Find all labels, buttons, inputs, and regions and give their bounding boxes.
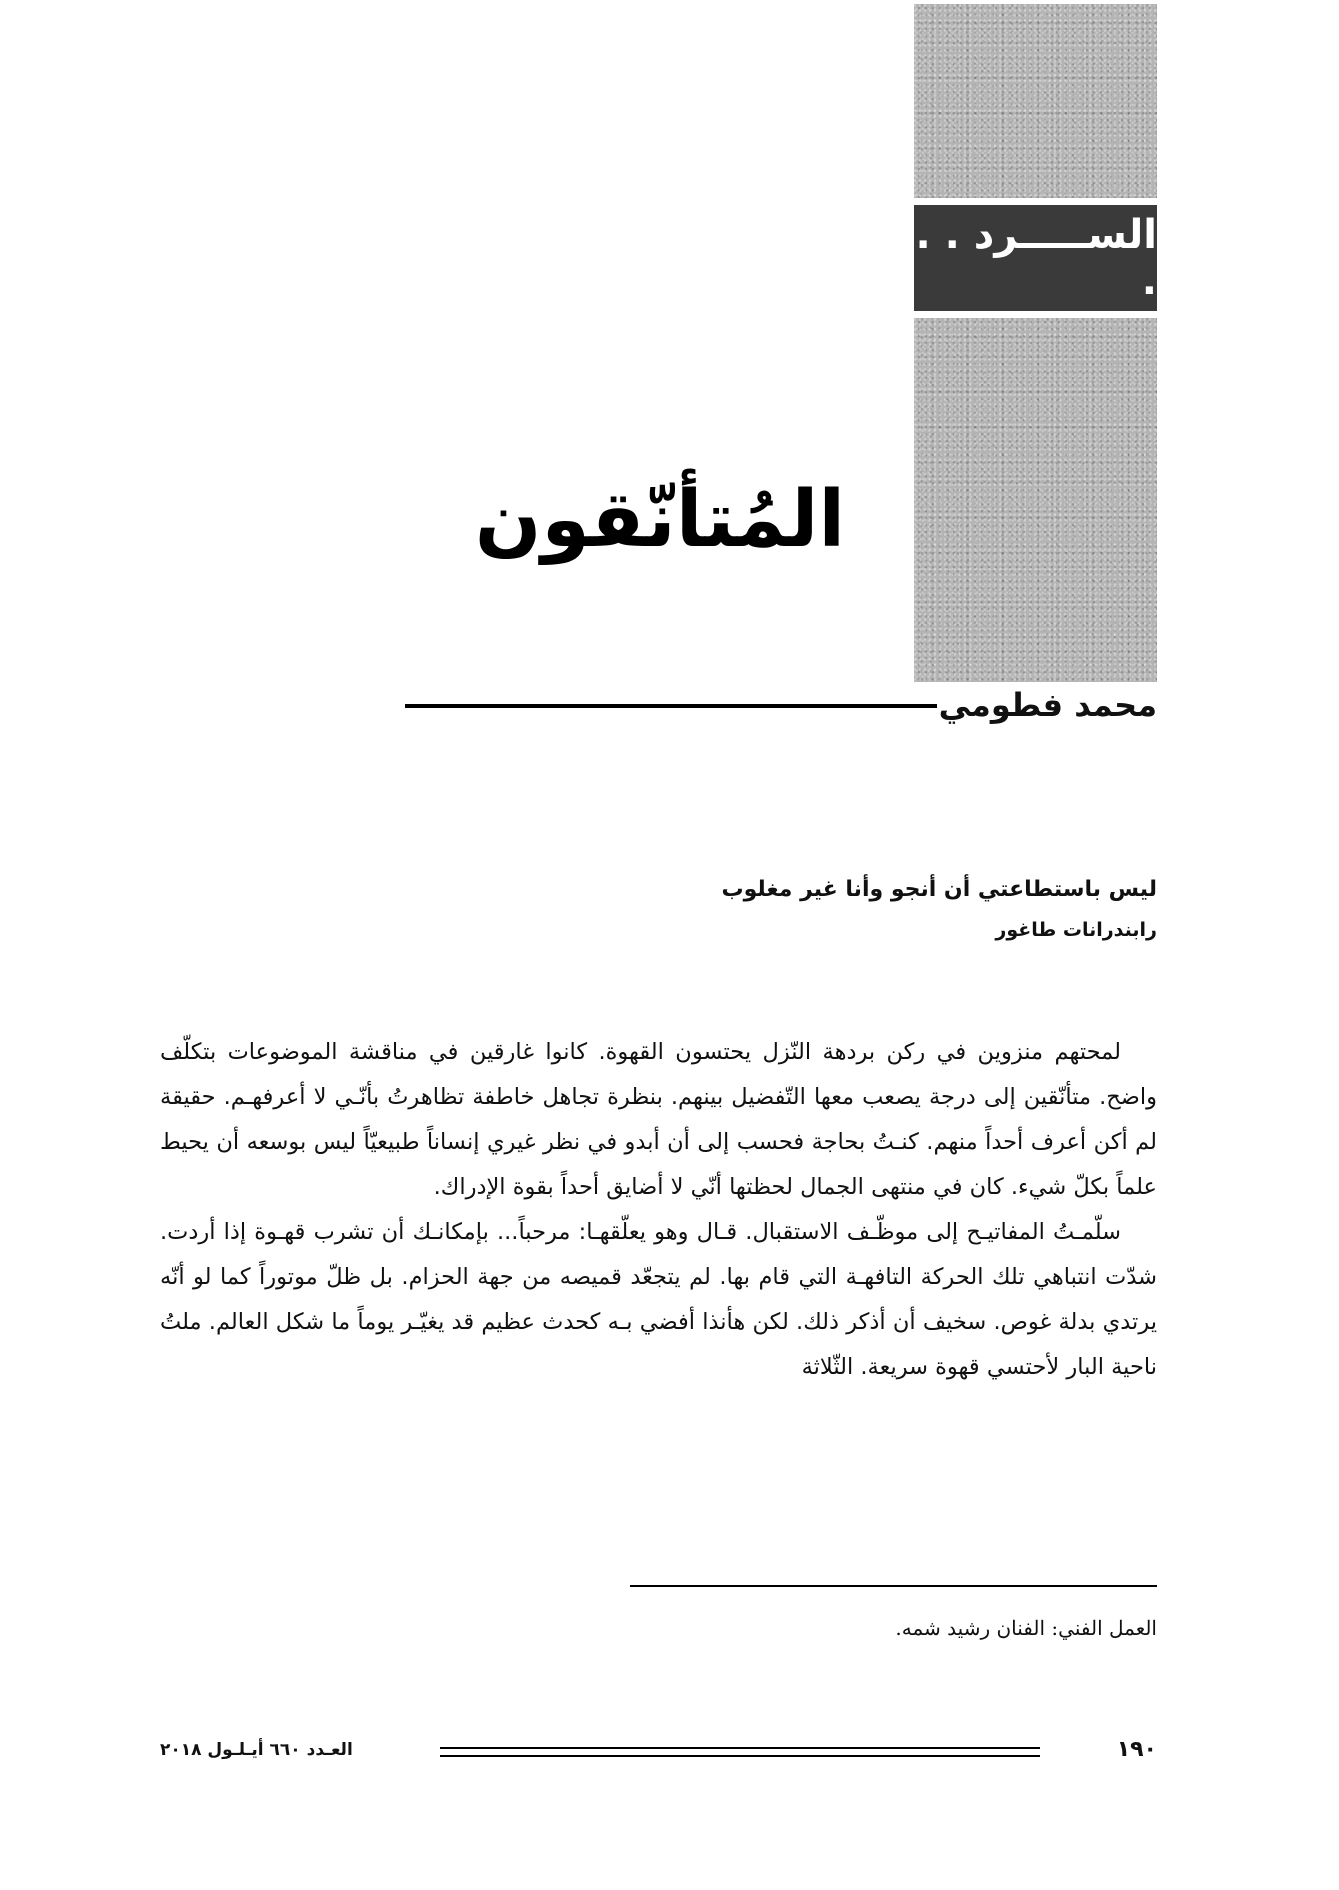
footer-divider — [440, 1747, 1040, 1757]
epigraph-quote: ليس باستطاعتي أن أنجو وأنا غير مغلوب — [721, 877, 1157, 902]
body-paragraph: سلّمـتُ المفاتيـح إلى موظّـف الاستقبال. قـال وهو يعلّقهـا: مرحباً... بإمكانـك أن تشرب قهـوة إذا أردت. شدّت انتباهي تلك الحركة التافهـة التي قام بها. لم يتجعّد قميصه من جهة الحزام. بل ظلّ موتوراً كما لو أنّه يرتدي بدلة غوص. سخيف أن أذكر ذلك. لكن هأنذا أفضي بـه كحدث عظيم قد يغيّـر يوماً ما شكل العالم. ملتُ ناحية البار لأحتسي قهوة سريعة. الثّلاثة — [160, 1219, 1157, 1380]
body-paragraph: لمحتهم منزوين في ركن بردهة النّزل يحتسون القهوة. كانوا غارقين في مناقشة الموضوعات بتكلّف واضح. متأنّقين إلى درجة يصعب معها التّفضيل بينهم. بنظرة تجاهل خاطفة تظاهرتُ بأنّـي لا أعرفهـم. حقيقة لم أكن أعرف أحداً منهم. كنـتُ بحاجة فحسب إلى أن أبدو في نظر غيري إنساناً طبيعيّاً ليس بوسعه أن يحيط علماً بكلّ شيء. كان في منتهى الجمال لحظتها أنّي لا أضايق أحداً بقوة الإدراك. — [160, 1039, 1157, 1200]
epigraph-source: رابندرانات طاغور — [995, 919, 1157, 941]
article-body — [160, 1030, 1157, 1390]
issue-info: العـدد ٦٦٠ أيـلـول ٢٠١٨ — [160, 1740, 353, 1760]
decorative-gray-panel-bottom — [914, 318, 1157, 682]
author-divider — [405, 704, 937, 708]
author-name: محمد فطومي — [938, 686, 1157, 724]
page-number: ١٩٠ — [1116, 1737, 1157, 1762]
decorative-gray-panel-top — [914, 4, 1157, 198]
footnote-divider — [630, 1585, 1157, 1587]
author-row — [160, 680, 1157, 730]
section-label: الســـــرد . . . — [914, 205, 1157, 311]
artwork-credit: العمل الفني: الفنان رشيد شمه. — [895, 1616, 1157, 1640]
article-title: المُتأنّقون — [474, 475, 846, 565]
epigraph — [357, 870, 1157, 950]
